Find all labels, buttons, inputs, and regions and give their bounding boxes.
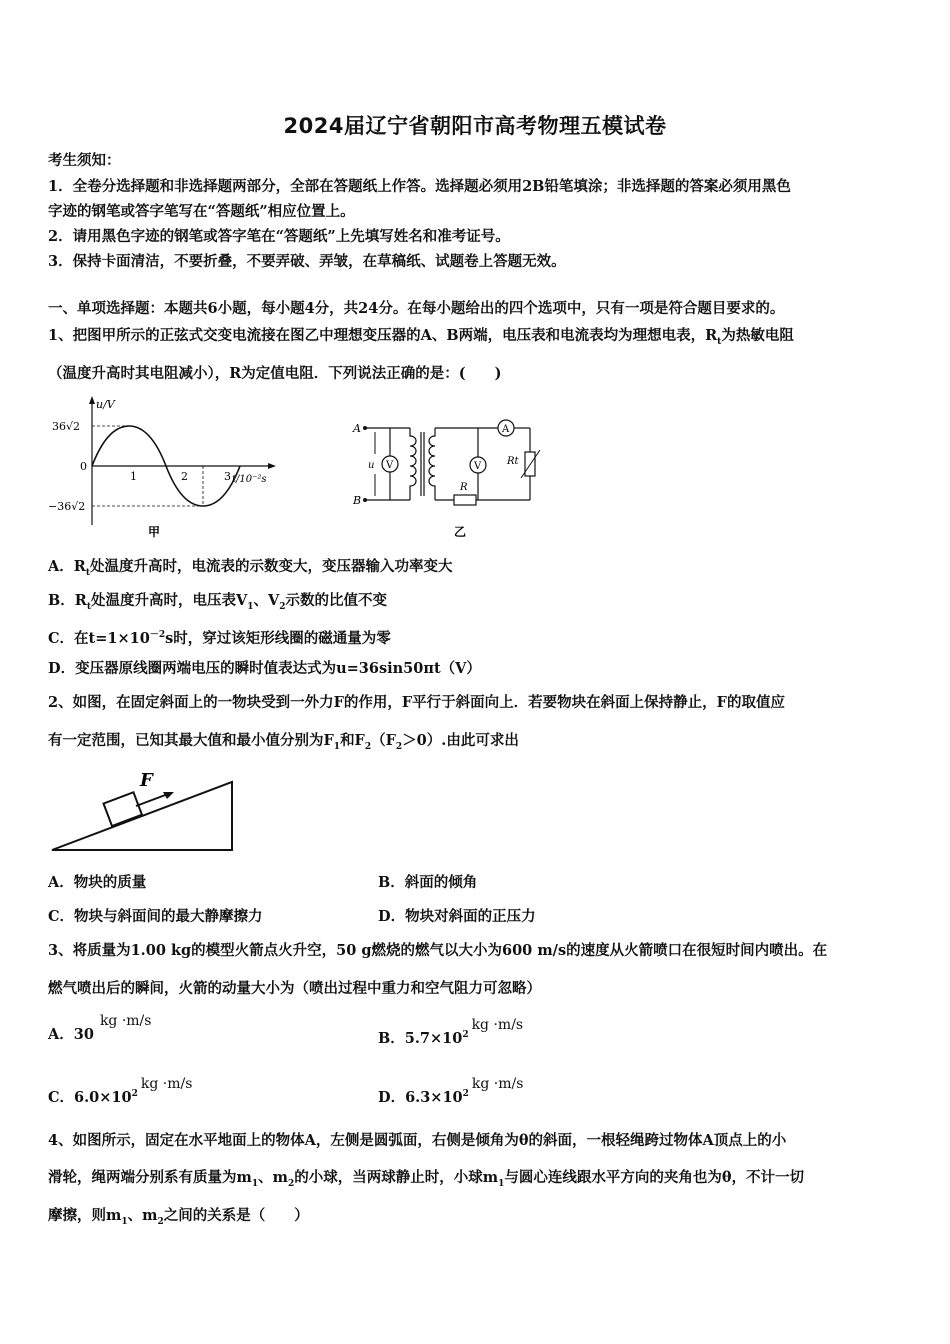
y-axis-arrow xyxy=(89,396,95,404)
q3-option-c: C．$6.0\times 10^2kg \cdot m/s$ xyxy=(48,1075,193,1106)
tick-label-1: 1 xyxy=(130,470,137,483)
q2-option-d: D．物块对斜面的正压力 xyxy=(378,908,536,925)
q3-option-b: B．$5.7\times 10^2kg \cdot m/s$ xyxy=(378,1016,524,1047)
incline-triangle xyxy=(52,782,232,850)
force-arrow xyxy=(136,794,168,806)
section-heading: 一、单项选择题：本题共6小题，每小题4分，共24分。在每小题给出的四个选项中，只有一项是符合题目要求的。 xyxy=(48,300,785,317)
svg-text:A: A xyxy=(502,424,510,435)
primary-coil xyxy=(410,428,416,500)
resistor-r-label: R xyxy=(460,482,468,493)
voltage-u-label: u xyxy=(368,460,375,471)
question-2-line-1: 2、如图，在固定斜面上的一物块受到一外力F的作用，F平行于斜面向上．若要物块在斜面上保持静止，F的取值应 xyxy=(48,694,785,711)
resistor-r xyxy=(454,495,476,505)
notice-item-2: 2．请用黑色字迹的钢笔或答字笔在“答题纸”上先填写姓名和准考证号。 xyxy=(48,228,510,245)
svg-text:V: V xyxy=(474,461,482,472)
y-bottom-label: −36√2 xyxy=(48,500,86,513)
tick-label-2: 2 xyxy=(181,470,188,483)
secondary-coil xyxy=(429,428,435,500)
notice-item-3: 3．保持卡面清洁，不要折叠，不要弄破、弄皱，在草稿纸、试题卷上答题无效。 xyxy=(48,253,566,270)
q1-option-b: B．$R_t$处温度升高时，电压表$V_1$、$V_2$示数的比值不变 xyxy=(48,592,388,612)
thermistor-label: Rt xyxy=(507,456,519,467)
terminal-A: A xyxy=(353,422,361,435)
q2-option-b: B．斜面的倾角 xyxy=(378,874,478,891)
axis-label-y: u/V xyxy=(96,398,115,411)
question-4-line-2: 滑轮，绳两端分别系有质量为$m_1$、$m_2$的小球，当两球静止时，小球$m_1$与圆心连线跟水平方向的夹角也为θ，不计一切 xyxy=(48,1169,804,1189)
q2-option-a: A．物块的质量 xyxy=(48,874,147,891)
question-2-line-2: 有一定范围，已知其最大值和最小值分别为$F_1$和$F_2(F_2>0)$.由此可求出 xyxy=(48,732,519,752)
q1-option-d: D．变压器原线圈两端电压的瞬时值表达式为u=36sin50πt（V） xyxy=(48,660,481,677)
origin-label: 0 xyxy=(80,460,87,473)
svg-text:V: V xyxy=(386,460,394,471)
page-title: 2024届辽宁省朝阳市高考物理五模试卷 xyxy=(283,114,667,138)
question-1-line-2: （温度升高时其电阻减小），R为定值电阻．下列说法正确的是：( ) xyxy=(48,365,502,382)
question-1-line-1: 1、把图甲所示的正弦式交变电流接在图乙中理想变压器的A、B两端，电压表和电流表均为理想电表，$R_t$为热敏电阻 xyxy=(48,327,794,347)
q2-option-c: C．物块与斜面间的最大静摩擦力 xyxy=(48,908,263,925)
figure-jia-sine-graph xyxy=(44,392,294,542)
question-3-line-2: 燃气喷出后的瞬间，火箭的动量大小为（喷出过程中重力和空气阻力可忽略） xyxy=(48,980,541,997)
figure-caption-jia: 甲 xyxy=(148,525,161,539)
x-axis-arrow xyxy=(268,463,276,469)
q3-option-d: D．$6.3\times 10^2kg \cdot m/s$ xyxy=(378,1075,524,1106)
question-4-line-1: 4、如图所示，固定在水平地面上的物体A，左侧是圆弧面，右侧是倾角为θ的斜面，一根轻绳跨过物体A顶点上的小 xyxy=(48,1132,787,1149)
figure-yi-circuit xyxy=(350,410,550,545)
notice-heading: 考生须知： xyxy=(48,152,121,169)
q1-option-a: A．$R_t$处温度升高时，电流表的示数变大，变压器输入功率变大 xyxy=(48,558,453,578)
force-label: F xyxy=(140,770,153,791)
terminal-B: B xyxy=(353,494,362,507)
figure-caption-yi: 乙 xyxy=(454,525,467,539)
axis-label-x: t/10⁻²s xyxy=(232,474,267,485)
q1-option-c: C．在$t=1\times 10^{-2}s$时，穿过该矩形线圈的磁通量为零 xyxy=(48,629,391,647)
y-top-label: 36√2 xyxy=(52,420,81,433)
tick-label-3: 3 xyxy=(224,470,231,483)
q3-option-a: A．30kg ·m/s xyxy=(48,1013,152,1043)
notice-item-1-cont: 字迹的钢笔或答字笔写在“答题纸”相应位置上。 xyxy=(48,203,355,220)
figure-incline xyxy=(44,764,240,856)
question-4-line-3: 摩擦，则$m_1$、$m_2$之间的关系是（ ） xyxy=(48,1207,309,1227)
notice-item-1: 1．全卷分选择题和非选择题两部分，全部在答题纸上作答。选择题必须用2B铅笔填涂；非选择题的答案必须用黑色 xyxy=(48,178,791,195)
question-3-line-1: 3、将质量为1.00 kg的模型火箭点火升空，50 g燃烧的燃气以大小为600 m/s的速度从火箭喷口在很短时间内喷出。在 xyxy=(48,942,828,959)
